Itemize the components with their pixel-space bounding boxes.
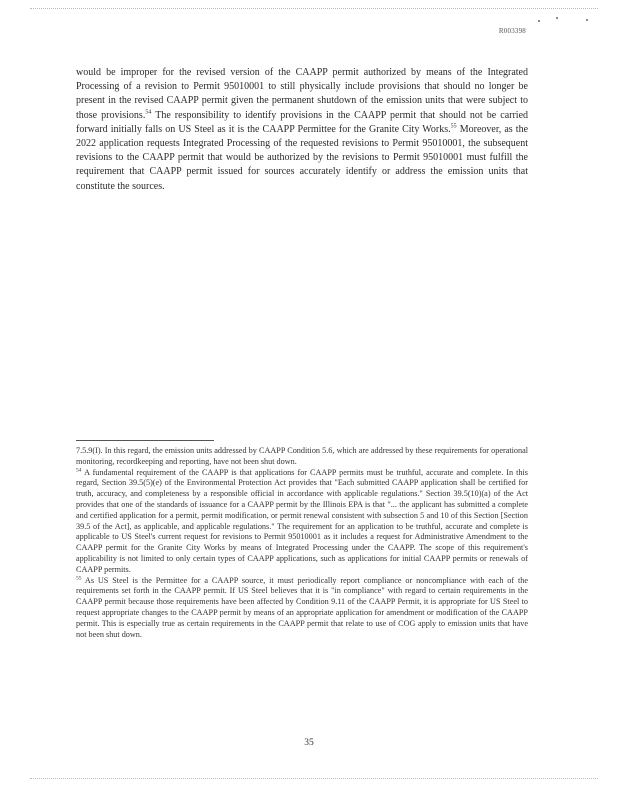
bates-number: R003398 — [498, 27, 526, 35]
footnote-ref-54: 54 — [145, 109, 152, 116]
body-text-part-3: Moreover, as the 2022 application requests Integrated Processing of the requested revisions to Permit 95010001, the subsequent revisions to the CAAPP permit that would be authorized by the revisions to Permit 95010001 must fulfill the requirement that CAAPP permit issued for sources accurately identify or address the emission units that constitute the sources. — [76, 123, 529, 192]
footnote-ref-55: 55 — [450, 123, 457, 130]
footnotes-block — [76, 446, 528, 640]
footnote-54 — [76, 468, 528, 576]
footnote-54-text: A fundamental requirement of the CAAPP is that applications for CAAPP permits must be truthful, accurate and complete. In this regard, Section 39.5(5)(e) of the Environmental Protection Act provides that "Each submitted CAAPP application shall be certified for truth, accuracy, and completeness by a responsible official in accordance with applicable regulations." Section 39.5(10)(a) of the Act provides that one of the standards of issuance for a CAAPP permit by the Illinois EPA is that "... the applicant has submitted a complete and certified application for a permit, permit modification, or permit renewal consistent with subsection 5 and 10 of this Section [Section 39.5 of the Act], as applicable, and applicable regulations." The requirement for an application to be truthful, accurate and complete is applicable to US Steel's current request for revisions to Permit 95010001 as it includes a request for Administrative Amendment to the CAAPP permit for the Granite City Works by means of Integrated Processing under the CAAPP. The scope of this requirement's applicability is not limited to only certain types of CAAPP applications, such as applications for initial CAAPP permits or renewals of CAAPP permits. — [76, 467, 528, 574]
footnote-separator — [76, 440, 214, 441]
page-number: 35 — [304, 738, 314, 748]
footnote-continuation: 7.5.9(I). In this regard, the emission units addressed by CAAPP Condition 5.6, which are addressed by these requirements for operational monitoring, recordkeeping and reporting, have not been shut down. — [76, 446, 528, 466]
body-paragraph — [76, 66, 528, 194]
footnote-55 — [76, 576, 528, 641]
footnote-54-number: 54 — [76, 466, 82, 473]
scan-speck — [556, 17, 558, 19]
scan-edge-top — [30, 8, 598, 9]
body-text-part-1: would be improper for the revised version of the CAAPP permit authorized by means of the Integrated Processing of a revision to Permit 95010001 to still physically include provisions that should no longer be present in the revised CAAPP permit given the permanent shutdown of the emission units that were subject to those provisions. — [76, 67, 528, 121]
body-text-part-2: The responsibility to identify provisions in the CAAPP permit that should not be carried forward initially falls on US Steel as it is the CAAPP Permittee for the Granite City Works. — [76, 109, 529, 135]
footnote-55-number: 55 — [76, 574, 82, 581]
scan-speck — [538, 20, 540, 22]
scan-speck — [586, 19, 588, 21]
scan-edge-bottom — [30, 778, 598, 779]
footnote-55-text: As US Steel is the Permittee for a CAAPP source, it must periodically report compliance or noncompliance with each of the requirements set forth in the CAAPP permit. If US Steel believes that it is "in compliance" with regard to certain requirements in the CAAPP permit because those requirements have been affected by Condition 9.11 of the CAAPP Permit, it is appropriate for US Steel to request appropriate changes to the CAAPP permit by means of an appropriate application for amendment or modification of the CAAPP permit. This is especially true as certain requirements in the CAAPP permit that relate to use of COG apply to emission units that have not been shut down. — [76, 575, 528, 639]
